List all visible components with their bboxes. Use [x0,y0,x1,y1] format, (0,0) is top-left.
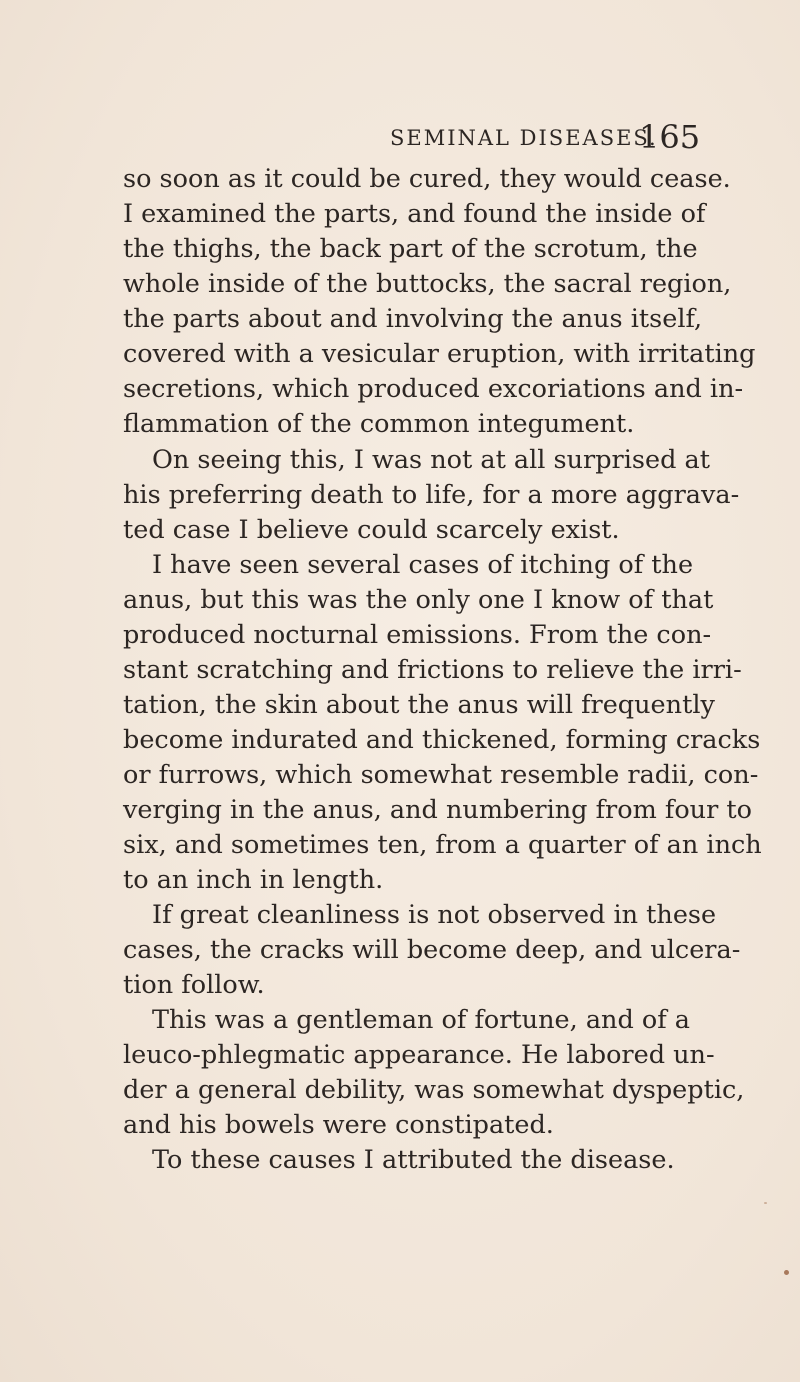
text-line: to an inch in length. [123,865,384,895]
text-line: ted case I believe could scarcely exist. [123,515,620,545]
text-line: or furrows, which somewhat resemble radii, con- [123,760,759,790]
paper-speck [764,1202,767,1204]
text-line: tion follow. [123,970,265,1000]
text-line: To these causes I attributed the disease. [152,1145,675,1175]
text-line: secretions, which produced excoriations and in- [123,374,744,404]
text-line: der a general debility, was somewhat dyspeptic, [123,1075,745,1105]
text-line: On seeing this, I was not at all surprised at [152,445,710,475]
text-line: become indurated and thickened, forming cracks [123,725,761,755]
text-line: leuco-phlegmatic appearance. He labored un- [123,1040,715,1070]
text-line: verging in the anus, and numbering from four to [123,795,752,825]
text-line: I have seen several cases of itching of the [152,550,694,580]
text-line: If great cleanliness is not observed in these [152,900,717,930]
text-line: the parts about and involving the anus itself, [123,304,703,334]
text-line: stant scratching and frictions to relieve the irri- [123,655,742,685]
running-head [390,118,701,158]
paper-speck [784,1270,789,1275]
text-line: tation, the skin about the anus will frequently [123,690,715,720]
text-line: This was a gentleman of fortune, and of a [152,1005,690,1035]
text-line: his preferring death to life, for a more aggrava- [123,480,740,510]
text-line: cases, the cracks will become deep, and ulcera- [123,935,741,965]
page-number: 165 [639,118,701,156]
text-line: the thighs, the back part of the scrotum, the [123,234,698,264]
text-line: anus, but this was the only one I know of that [123,585,714,615]
text-line: and his bowels were constipated. [123,1110,554,1140]
text-line: covered with a vesicular eruption, with irritating [123,339,756,369]
text-line: produced nocturnal emissions. From the con- [123,620,712,650]
text-line: whole inside of the buttocks, the sacral region, [123,269,732,299]
text-line: six, and sometimes ten, from a quarter of an inch [123,830,762,860]
text-line: so soon as it could be cured, they would cease. [123,164,731,194]
text-line: I examined the parts, and found the inside of [123,199,706,229]
running-title: SEMINAL DISEASES. [390,126,658,150]
text-line: flammation of the common integument. [123,409,635,439]
